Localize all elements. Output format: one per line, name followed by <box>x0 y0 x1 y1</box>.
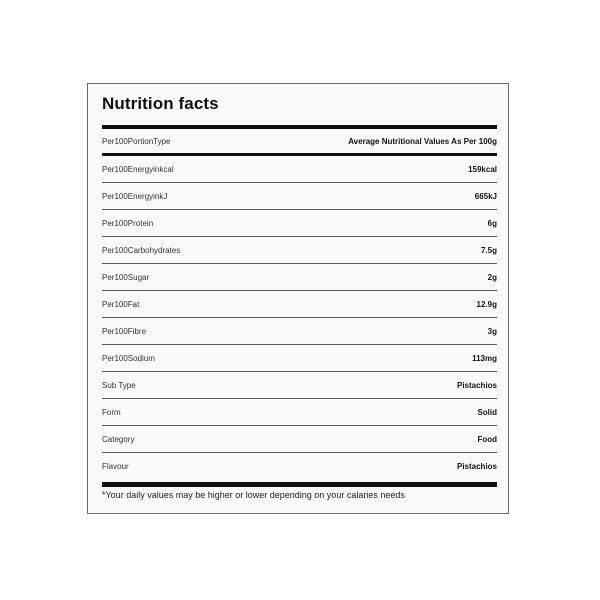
row-label: Per100Fat <box>102 299 140 309</box>
row-label: Per100Carbohydrates <box>102 245 181 255</box>
row-value: Pistachios <box>456 462 497 471</box>
row-value: 665kJ <box>474 191 497 201</box>
row-label: Per100PortionType <box>102 136 171 146</box>
row-value: 3g <box>487 326 497 336</box>
row-label: Per100Sugar <box>102 272 150 282</box>
table-row <box>102 183 497 210</box>
table-row <box>102 399 497 426</box>
row-value: 12.9g <box>476 299 497 309</box>
nutrition-facts-panel <box>87 83 509 514</box>
row-label: Per100EnergyinkJ <box>102 191 168 201</box>
row-value: Solid <box>477 407 497 417</box>
row-value: Pistachios <box>456 380 497 390</box>
bottom-divider <box>102 482 497 487</box>
row-label: Per100Protein <box>102 218 154 228</box>
row-label: Per100Sodium <box>102 353 155 363</box>
row-label: Per100Energyinkcal <box>102 164 174 174</box>
row-label: Per100Fibre <box>102 326 147 336</box>
row-value: 7.5g <box>480 245 497 255</box>
row-label: Flavour <box>102 462 129 471</box>
row-value: 2g <box>487 272 497 282</box>
row-value: Average Nutritional Values As Per 100g <box>348 136 497 146</box>
nutrition-table <box>102 129 497 480</box>
table-row <box>102 453 497 480</box>
row-value: Food <box>477 434 497 444</box>
table-row <box>102 156 497 183</box>
footnote: *Your daily values may be higher or lower depending on your calaries needs <box>102 490 405 500</box>
row-label: Category <box>102 434 135 444</box>
table-row <box>102 264 497 291</box>
table-row <box>102 210 497 237</box>
table-row <box>102 345 497 372</box>
table-row <box>102 291 497 318</box>
row-value: 113mg <box>472 353 497 363</box>
table-row <box>102 372 497 399</box>
table-row <box>102 426 497 453</box>
table-row <box>102 237 497 264</box>
table-row <box>102 129 497 156</box>
row-label: Sub Type <box>102 380 136 390</box>
row-value: 6g <box>487 218 497 228</box>
nutrition-facts-title: Nutrition facts <box>102 94 219 113</box>
table-row <box>102 318 497 345</box>
row-value: 159kcal <box>468 164 497 174</box>
row-label: Form <box>102 407 121 417</box>
